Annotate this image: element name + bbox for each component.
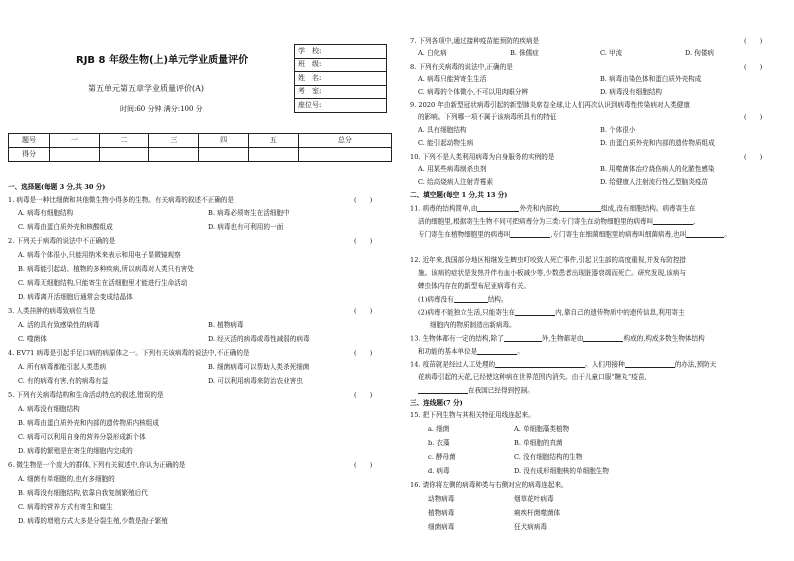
score-header-cell: 一 (50, 134, 100, 148)
q2-option-b[interactable]: B. 病毒能引起动、植物的多种疾病,所以病毒对人类只有害处 (18, 265, 194, 273)
score-header-cell: 二 (99, 134, 149, 148)
q16-left-item[interactable]: 细菌病毒 (428, 523, 455, 531)
q11-text: 专门寄生在植物细胞里的病毒叫 (418, 230, 511, 239)
q16-right-item[interactable]: 痢疾杆菌噬菌体 (514, 509, 561, 517)
q12-text: 细胞内的物质制造出新病毒。 (430, 321, 516, 329)
info-class-label: 班 级: (295, 58, 387, 72)
q2-stem: 2. 下列关于病毒的说法中不正确的是 (8, 237, 116, 245)
q10-option-a[interactable]: A. 用某些病毒制杀虫剂 (418, 165, 487, 173)
q11-line3 (418, 231, 731, 238)
q8-option-b[interactable]: B. 病毒由染色体和蛋白质外壳构成 (600, 75, 702, 83)
q12-text: (2)病毒不能独立生活,只能寄生在 (418, 308, 516, 317)
q7-option-b[interactable]: B. 侏儒症 (510, 49, 539, 57)
q6-answer-paren[interactable]: ( ) (354, 461, 373, 469)
q15-left-item[interactable]: b. 衣藻 (428, 439, 450, 447)
q8-option-a[interactable]: A. 病毒只能营寄生生活 (418, 75, 487, 83)
q6-stem: 6. 微生物是一个庞大的群体,下列有关叙述中,你认为正确的是 (8, 461, 186, 469)
exam-meta: 时间:60 分钟 满分:100 分 (120, 105, 203, 113)
q11-text: 活的细胞里,根据寄生生物不同可把病毒分为三类:专门寄生在动物细胞里的病毒叫 (418, 217, 654, 226)
q13-blank-1[interactable] (504, 335, 542, 342)
q11-text: 11. 病毒的结构简单,由 (410, 204, 478, 213)
q8-option-d[interactable]: D. 病毒没有细胞结构 (600, 88, 662, 96)
q4-option-b[interactable]: B. 细菌病毒可以帮助人类杀死细菌 (208, 363, 310, 371)
left-column (8, 0, 392, 561)
q8-stem: 8. 下列有关病毒的说法中,正确的是 (410, 63, 513, 71)
q3-stem: 3. 人类挂肿的病毒致病位当是 (8, 307, 96, 315)
info-school-label: 学 校: (295, 45, 387, 59)
q1-option-d[interactable]: D. 病毒也有可利用的一面 (208, 223, 284, 231)
info-seat-label: 座位号: (295, 99, 387, 113)
q9-option-d[interactable]: D. 由蛋白质外壳和内部的遗传物质组成 (600, 139, 715, 147)
q14-text: 的办法,预防天 (674, 360, 717, 369)
q11-blank-5[interactable] (686, 231, 724, 238)
q16-right-item[interactable]: 烟草花叶病毒 (514, 495, 554, 503)
q11-text: 组成,没有细胞结构。病毒寄生在 (601, 204, 696, 213)
q1-option-c[interactable]: C. 病毒由蛋白质外壳和核酸组成 (18, 223, 113, 231)
q11-text: 外壳和内部的 (519, 204, 559, 213)
q15-right-item[interactable]: B. 单细胞的真菌 (514, 439, 563, 447)
q9-stem-cont: 的影响。下列哪一项不属于该病毒所具有的特征 (418, 113, 557, 121)
q11-blank-3[interactable] (653, 217, 696, 226)
q5-option-b[interactable]: B. 病毒由蛋白质外壳和内部的遗传物质内核组成 (18, 419, 159, 427)
q13-text: 13. 生物体都有一定的结构,除了 (410, 334, 504, 343)
score-header-cell: 四 (199, 134, 249, 148)
q5-option-c[interactable]: C. 病毒可以利用自身的营养分裂形成新个体 (18, 433, 146, 441)
q12-text: 蜱虫体内存在的新型布尼亚病毒有关。 (418, 282, 531, 290)
q13-blank-3[interactable] (477, 348, 517, 355)
q13-text: 。 (517, 347, 524, 356)
q13-blank-2[interactable] (583, 335, 623, 342)
q3-option-b[interactable]: B. 植物病毒 (208, 321, 244, 329)
q14-text: 14. 疫苗就是经过人工处理的 (410, 360, 496, 369)
q15-left-item[interactable]: a. 细菌 (428, 425, 450, 433)
q16-right-item[interactable]: 狂犬病病毒 (514, 523, 547, 531)
q16-left-item[interactable]: 植物病毒 (428, 509, 455, 517)
q7-option-d[interactable]: D. 佝偻病 (685, 49, 715, 57)
q7-answer-paren[interactable]: ( ) (744, 37, 763, 45)
q6-option-b[interactable]: B. 病毒没有细胞结构,依靠自我复制繁殖后代 (18, 489, 148, 497)
q12-text: 12. 近年来,我国部分地区相继发生蜱虫叮咬致人死亡事件,引起卫生部的高度重视,并发布防控措 (410, 256, 687, 264)
score-table (8, 133, 392, 162)
q9-option-c[interactable]: C. 能引起动物生病 (418, 139, 474, 147)
q10-option-b[interactable]: B. 用噬菌体治疗烧伤病人的化脓性感染 (600, 165, 715, 173)
q14-blank-2[interactable] (625, 361, 675, 368)
q12-text: 施。该病的症状是发热并伴有血小板减少等,少数患者出现脏器衰竭而死亡。研究发现,该病与 (418, 269, 686, 277)
q11-text: 。 (724, 230, 731, 239)
q14-line1 (410, 361, 716, 368)
q5-answer-paren[interactable]: ( ) (354, 391, 373, 399)
q6-option-a[interactable]: A. 细菌有单细胞的,也有多细胞的 (18, 475, 115, 483)
q15-right-item[interactable]: A. 单细胞藻类植物 (514, 425, 570, 433)
q14-text: 花病毒引起的天花,已经使这种病在世界范围内消失。由于儿童口服“糖丸”疫苗, (418, 373, 647, 381)
q12-sub2 (418, 309, 685, 316)
q15-stem: 15. 把下列生物与其相关特征用线连起来。 (410, 411, 535, 419)
section3-heading: 三、连线题(7 分) (410, 399, 463, 407)
score-value-row (9, 148, 392, 162)
q1-option-b[interactable]: B. 病毒必须寄生在活细胞中 (208, 209, 290, 217)
q1-answer-paren[interactable]: ( ) (354, 196, 373, 204)
exam-subtitle: 第五单元第五章学业质量评价(A) (88, 84, 205, 93)
q3-option-d[interactable]: D. 经灭活的病毒或毒性减弱的病毒 (208, 335, 310, 343)
score-cell[interactable] (149, 148, 199, 162)
q2-option-a[interactable]: A. 病毒个体很小,只能用纳米来表示和用电子显微镜观察 (18, 251, 181, 259)
score-cell[interactable] (199, 148, 249, 162)
q11-text: ,专门寄生在细菌细胞里的病毒叫细菌病毒,也叫 (550, 230, 687, 239)
q7-option-c[interactable]: C. 甲流 (600, 49, 623, 57)
q15-right-item[interactable]: C. 没有细胞结构的生物 (514, 453, 583, 461)
q12-blank-1[interactable] (454, 296, 488, 303)
q4-stem: 4. EV71 病毒是引起手足口病的病原体之一。下列有关该病毒的说法中,不正确的是 (8, 349, 250, 357)
q12-text: 内,靠自己的遗传物质中的遗传信息,利用寄主 (555, 308, 685, 317)
score-header-cell: 总分 (298, 134, 391, 148)
score-cell[interactable] (298, 148, 391, 162)
q8-option-c[interactable]: C. 病毒的个体微小,不可以用肉眼分辨 (418, 88, 529, 96)
q8-answer-paren[interactable]: ( ) (744, 63, 763, 71)
q13-line1 (410, 335, 705, 342)
score-header-row (9, 134, 392, 148)
q12-text: (1)病毒没有 (418, 295, 454, 304)
q6-option-c[interactable]: C. 病毒的营养方式有寄生和腐生 (18, 503, 113, 511)
section1-heading: 一、选择题(每题 3 分,共 30 分) (8, 183, 106, 191)
q3-answer-paren[interactable]: ( ) (354, 307, 373, 315)
q5-stem: 5. 下列有关病毒结构和生命活动特点的叙述,错误的是 (8, 391, 164, 399)
score-cell[interactable] (99, 148, 149, 162)
q14-line3 (418, 387, 534, 394)
q14-text: 。人们用接种 (585, 360, 625, 369)
student-info-table (294, 44, 387, 113)
q4-option-a[interactable]: A. 所有病毒都能引起人类患病 (18, 363, 107, 371)
info-name-label: 姓 名: (295, 72, 387, 86)
q2-option-d[interactable]: D. 病毒离开活细胞后通常会变成结晶体 (18, 293, 133, 301)
q7-stem: 7. 下列各项中,通过接种疫苗能预防的疾病是 (410, 37, 540, 45)
q7-option-a[interactable]: A. 白化病 (418, 49, 447, 57)
score-cell[interactable] (248, 148, 298, 162)
q11-blank-2[interactable] (559, 205, 601, 212)
q12-blank-2[interactable] (515, 309, 555, 316)
q13-text: 和功能的基本单位是 (418, 347, 478, 356)
q14-blank-1[interactable] (495, 361, 585, 368)
q2-answer-paren[interactable]: ( ) (354, 237, 373, 245)
score-header-cell: 五 (248, 134, 298, 148)
section2-heading: 二、填空题(每空 1 分,共 13 分) (410, 191, 508, 199)
q13-text: 外,生物都是由 (541, 334, 584, 343)
q9-stem: 9. 2020 年由新型冠状病毒引起的新型肺炎席卷全球,让人们再次认识到病毒性传染病对人类健康 (410, 101, 690, 109)
score-header-cell: 三 (149, 134, 199, 148)
q14-blank-3[interactable] (418, 387, 468, 394)
q4-option-d[interactable]: D. 可以利用病毒来防治农业害虫 (208, 377, 303, 385)
q11-blank-4[interactable] (510, 231, 550, 238)
q14-text: 在我国已经得到控制。 (468, 386, 534, 395)
q3-option-a[interactable]: A. 活的具有致感染性的病毒 (18, 321, 100, 329)
q15-left-item[interactable]: d. 病毒 (428, 467, 450, 475)
q16-stem: 16. 请你将左侧的病毒种类与右侧对应的病毒连起来。 (410, 481, 568, 489)
q2-option-c[interactable]: C. 病毒无细胞结构,只能寄生在活细胞里才能进行生命活动 (18, 279, 188, 287)
q15-right-item[interactable]: D. 没有成形细胞核的单细胞生物 (514, 467, 609, 475)
q4-option-c[interactable]: C. 有的病毒有害,有的病毒有益 (18, 377, 109, 385)
score-row-label: 得分 (9, 148, 50, 162)
q1-option-a[interactable]: A. 病毒有细胞结构 (18, 209, 74, 217)
q10-option-c[interactable]: C. 给高烧病人注射青霉素 (418, 178, 493, 186)
q1-stem: 1. 病毒是一种比细菌和其他微生物小得多的生物。有关病毒的叙述不正确的是 (8, 196, 234, 204)
q9-option-a[interactable]: A. 具有细胞结构 (418, 126, 467, 134)
q9-option-b[interactable]: B. 个体很小 (600, 126, 636, 134)
q5-option-d[interactable]: D. 病毒的繁殖是在寄生的细胞内完成的 (18, 447, 133, 455)
q3-option-c[interactable]: C. 噬菌体 (18, 335, 47, 343)
q6-option-d[interactable]: D. 病毒的增殖方式大多是分裂生殖,少数是孢子繁殖 (18, 517, 168, 525)
q16-left-item[interactable]: 动物病毒 (428, 495, 455, 503)
q12-sub1 (418, 296, 508, 303)
q13-line2 (418, 348, 524, 355)
q10-option-d[interactable]: D. 给健康人注射流行性乙型脑炎疫苗 (600, 178, 709, 186)
q4-answer-paren[interactable]: ( ) (354, 349, 373, 357)
q15-left-item[interactable]: c. 酵母菌 (428, 453, 456, 461)
q11-blank-1[interactable] (477, 205, 519, 212)
right-column (400, 0, 785, 561)
q11-text: , (693, 217, 696, 226)
q11-line1 (410, 205, 695, 212)
q10-stem: 10. 下列不是人类利用病毒为自身服务的实例的是 (410, 153, 555, 161)
q11-line2 (418, 218, 695, 225)
score-cell[interactable] (50, 148, 100, 162)
q9-answer-paren[interactable]: ( ) (744, 113, 763, 121)
q10-answer-paren[interactable]: ( ) (744, 153, 763, 161)
q13-text: 构成的,构成多数生物体结构 (623, 334, 705, 343)
q5-option-a[interactable]: A. 病毒没有细胞结构 (18, 405, 80, 413)
score-header-cell: 题号 (9, 134, 50, 148)
q12-text: 结构。 (487, 295, 508, 304)
exam-title: RJB 8 年级生物(上)单元学业质量评价 (76, 55, 249, 66)
info-room-label: 考 室: (295, 85, 387, 99)
